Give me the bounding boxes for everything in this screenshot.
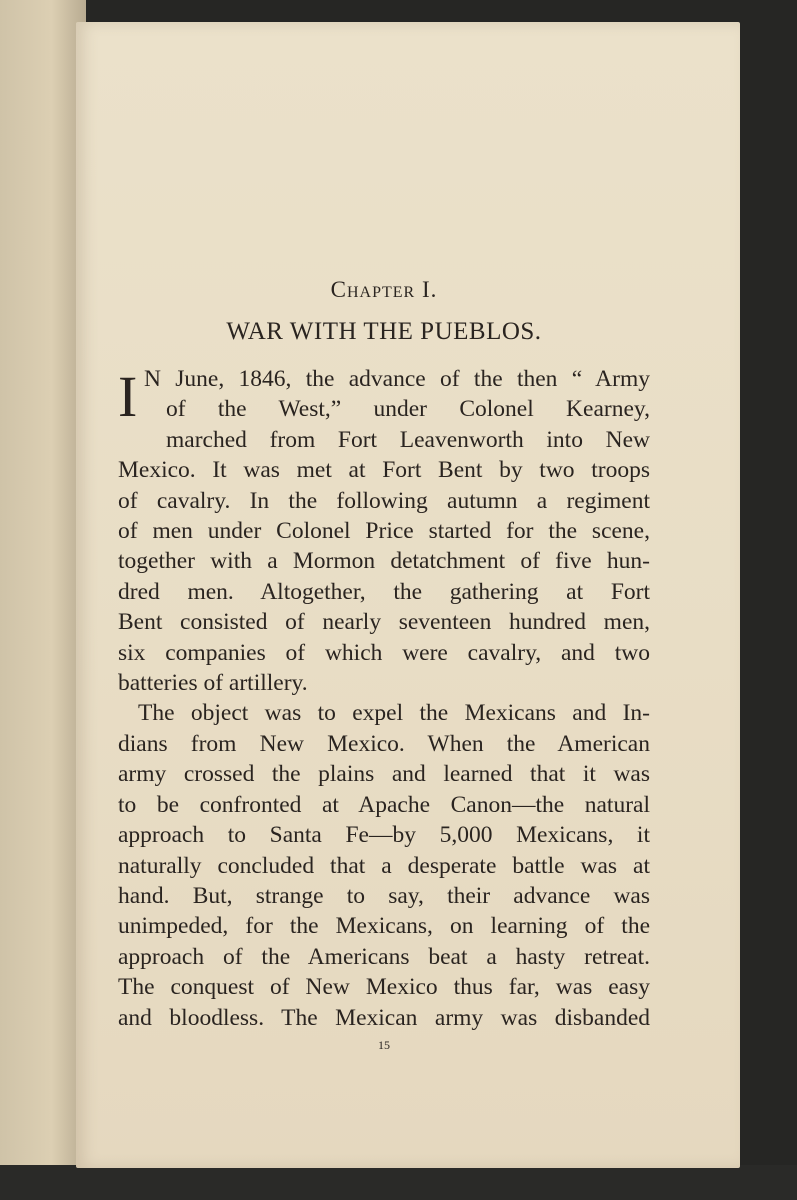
text-line: of men under Colonel Price started for the scene, [118, 518, 650, 545]
text-line: The conquest of New Mexico thus far, was easy [118, 974, 650, 1001]
text-line: Mexico. It was met at Fort Bent by two troops [118, 457, 650, 484]
text-line: dians from New Mexico. When the American [118, 730, 650, 757]
book-page [76, 22, 740, 1168]
table-surface [0, 1165, 797, 1200]
text-line: hand. But, strange to say, their advance was [118, 882, 650, 909]
drop-cap: I [118, 364, 138, 429]
text-line: Bent consisted of nearly seventeen hundred men, [118, 609, 650, 636]
text-line: naturally concluded that a desperate battle was at [118, 852, 650, 879]
chapter-title: WAR WITH THE PUEBLOS. [226, 318, 542, 345]
page-number: 15 [378, 1038, 390, 1052]
text-line: unimpeded, for the Mexicans, on learning of the [118, 913, 650, 940]
text-line: of cavalry. In the following autumn a regiment [118, 487, 650, 514]
text-line: to be confronted at Apache Canon—the natural [118, 791, 650, 818]
body-text [118, 364, 650, 1033]
text-line: six companies of which were cavalry, and two [118, 639, 650, 666]
text-line: of the West,” under Colonel Kearney, [166, 396, 650, 423]
text-line: The object was to expel the Mexicans and In- [138, 700, 650, 727]
text-line: N June, 1846, the advance of the then “ Army [144, 366, 650, 392]
text-line: army crossed the plains and learned that it was [118, 761, 650, 788]
text-line: batteries of artillery. [118, 670, 308, 697]
facing-page-edge [0, 0, 86, 1165]
text-line: marched from Fort Leavenworth into New [166, 426, 650, 453]
text-line: and bloodless. The Mexican army was disbanded [118, 1004, 650, 1031]
chapter-number: Chapter I. [330, 277, 438, 302]
text-line: dred men. Altogether, the gathering at Fort [118, 578, 650, 605]
text-line: approach to Santa Fe—by 5,000 Mexicans, it [118, 822, 650, 849]
text-line: approach of the Americans beat a hasty retreat. [118, 943, 650, 970]
text-line: together with a Mormon detatchment of five hun- [118, 548, 650, 575]
